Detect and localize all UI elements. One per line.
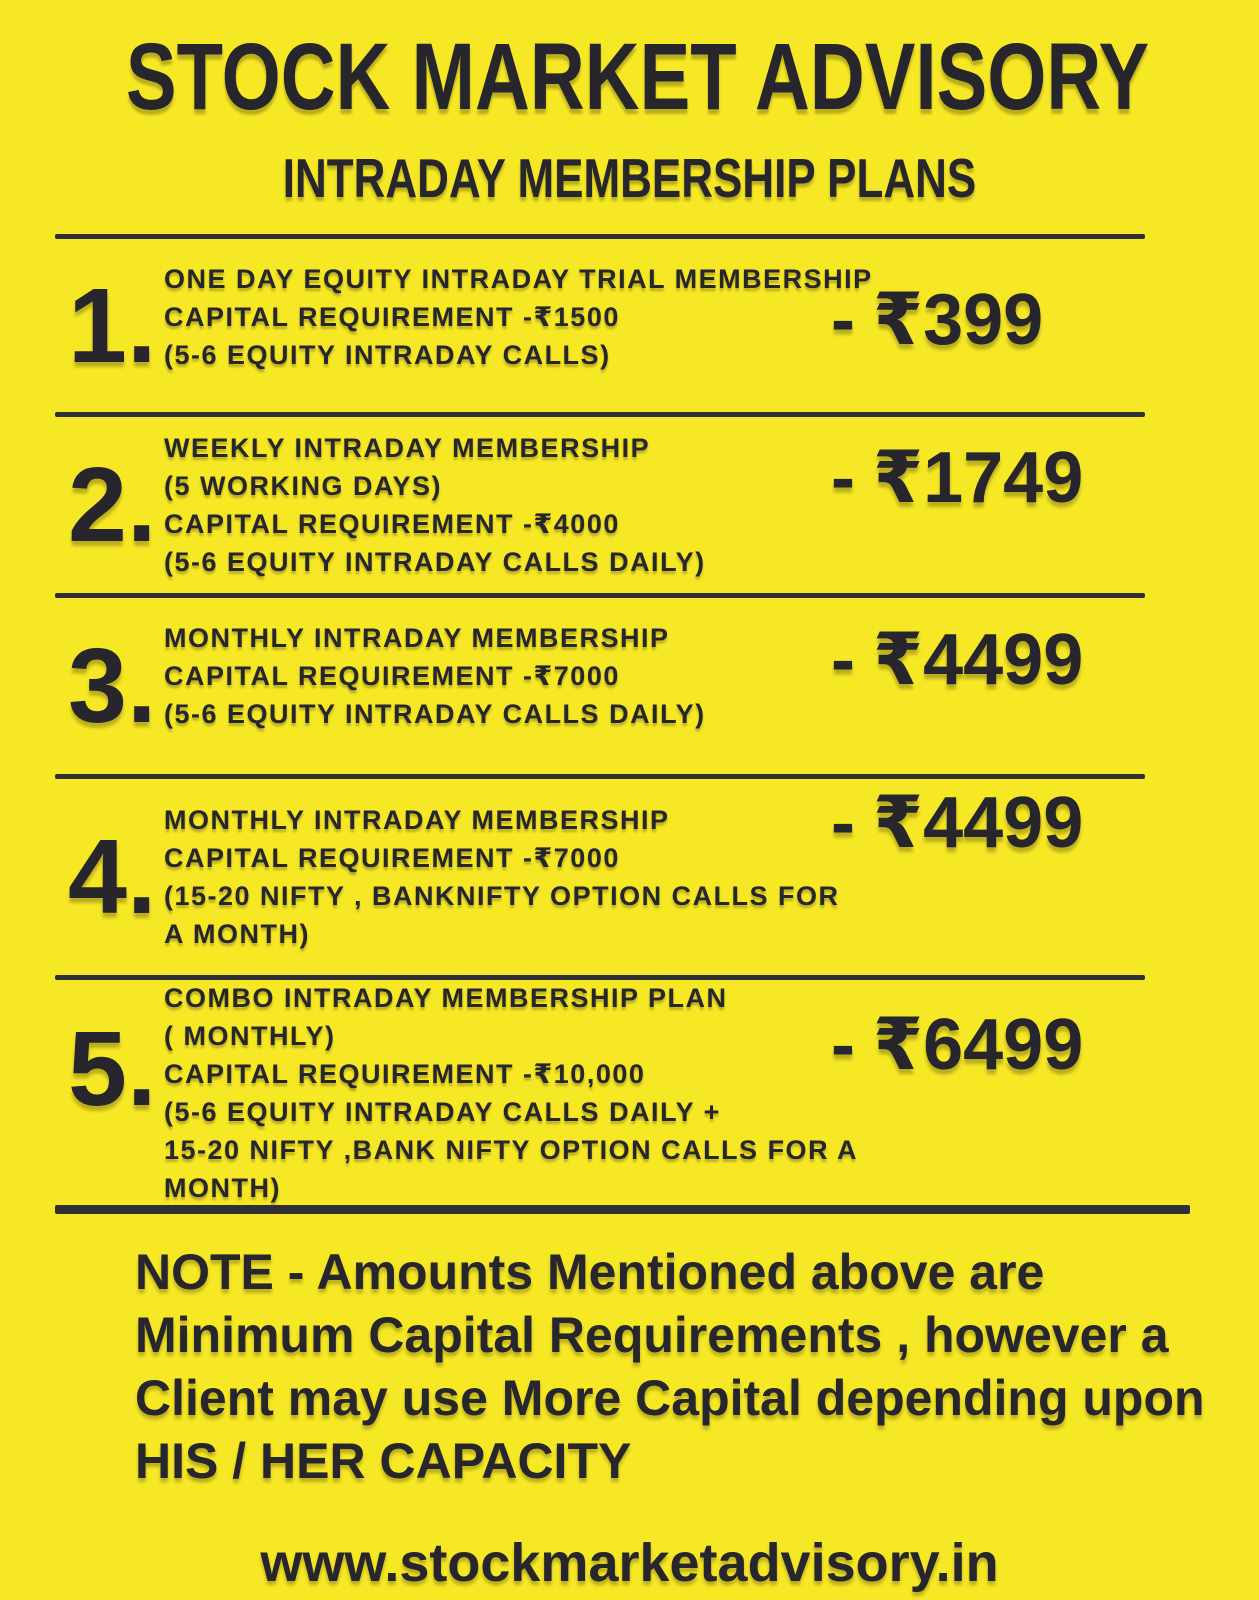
poster-title: STOCK MARKET ADVISORY [125,24,1150,130]
text-line: MONTHLY INTRADAY MEMBERSHIP [164,805,670,835]
plan-combo-monthly [0,980,1259,1205]
plan-description [164,598,706,774]
website-url: www.stockmarketadvisory.in [260,1533,999,1593]
price-dash: - [831,280,855,360]
plan-description [164,779,840,975]
plan-number: 3. [68,627,157,745]
plan-monthly-options [0,779,1259,975]
text-line: NOTE - Amounts Mentioned above are [135,1244,1045,1300]
text-line: Client may use More Capital depending upon [135,1370,1205,1426]
capital-requirement-note [135,1241,1259,1493]
poster-subtitle: INTRADAY MEMBERSHIP PLANS [282,147,977,209]
price-dash: - [831,783,855,863]
text-line: CAPITAL REQUIREMENT -₹1500 [164,302,620,332]
price-amount: ₹6499 [872,1005,1084,1085]
text-line: 15-20 NIFTY ,BANK NIFTY OPTION CALLS FOR A [164,1134,859,1165]
plan-monthly-equity [0,598,1259,774]
price-dash: - [831,620,855,700]
plan-description [164,417,706,593]
price-dash: - [831,438,855,518]
plan-number: 2. [68,446,157,564]
text-line: MONTHLY INTRADAY MEMBERSHIP [164,623,670,653]
text-line: COMBO INTRADAY MEMBERSHIP PLAN [164,982,728,1013]
plan-price [831,620,1084,700]
text-line: CAPITAL REQUIREMENT -₹10,000 [164,1058,646,1089]
text-line: CAPITAL REQUIREMENT -₹7000 [164,843,620,873]
plan-price [831,1005,1084,1085]
text-line: A MONTH) [164,919,310,949]
text-line: (5-6 EQUITY INTRADAY CALLS DAILY + [164,1096,721,1127]
text-line: (15-20 NIFTY , BANKNIFTY OPTION CALLS FOR [164,881,840,911]
text-line: CAPITAL REQUIREMENT -₹4000 [164,509,620,539]
price-dash: - [831,1005,855,1085]
text-line: (5-6 EQUITY INTRADAY CALLS DAILY) [164,547,706,577]
text-line: ONE DAY EQUITY INTRADAY TRIAL MEMBERSHIP [164,264,873,294]
price-amount: ₹399 [872,280,1044,360]
plan-description [164,239,873,412]
text-line: MONTH) [164,1172,281,1203]
text-line: WEEKLY INTRADAY MEMBERSHIP [164,433,651,463]
text-line: (5 WORKING DAYS) [164,471,443,501]
text-line: Minimum Capital Requirements , however a [135,1307,1169,1363]
plan-price [831,280,1044,360]
price-amount: ₹1749 [872,438,1084,518]
plan-price [831,783,1084,863]
text-line: ( MONTHLY) [164,1020,336,1051]
plan-weekly [0,417,1259,593]
plan-number: 5. [68,1010,157,1128]
text-line: (5-6 EQUITY INTRADAY CALLS DAILY) [164,699,706,729]
plan-price [831,438,1084,518]
plan-description [164,980,858,1205]
poster-header [0,0,1259,234]
text-line: CAPITAL REQUIREMENT -₹7000 [164,661,620,691]
plan-one-day-trial [0,239,1259,412]
plan-number: 4. [68,818,157,936]
text-line: (5-6 EQUITY INTRADAY CALLS) [164,340,611,370]
price-amount: ₹4499 [872,783,1084,863]
text-line: HIS / HER CAPACITY [135,1433,632,1489]
plan-number: 1. [68,266,157,385]
price-amount: ₹4499 [872,620,1084,700]
